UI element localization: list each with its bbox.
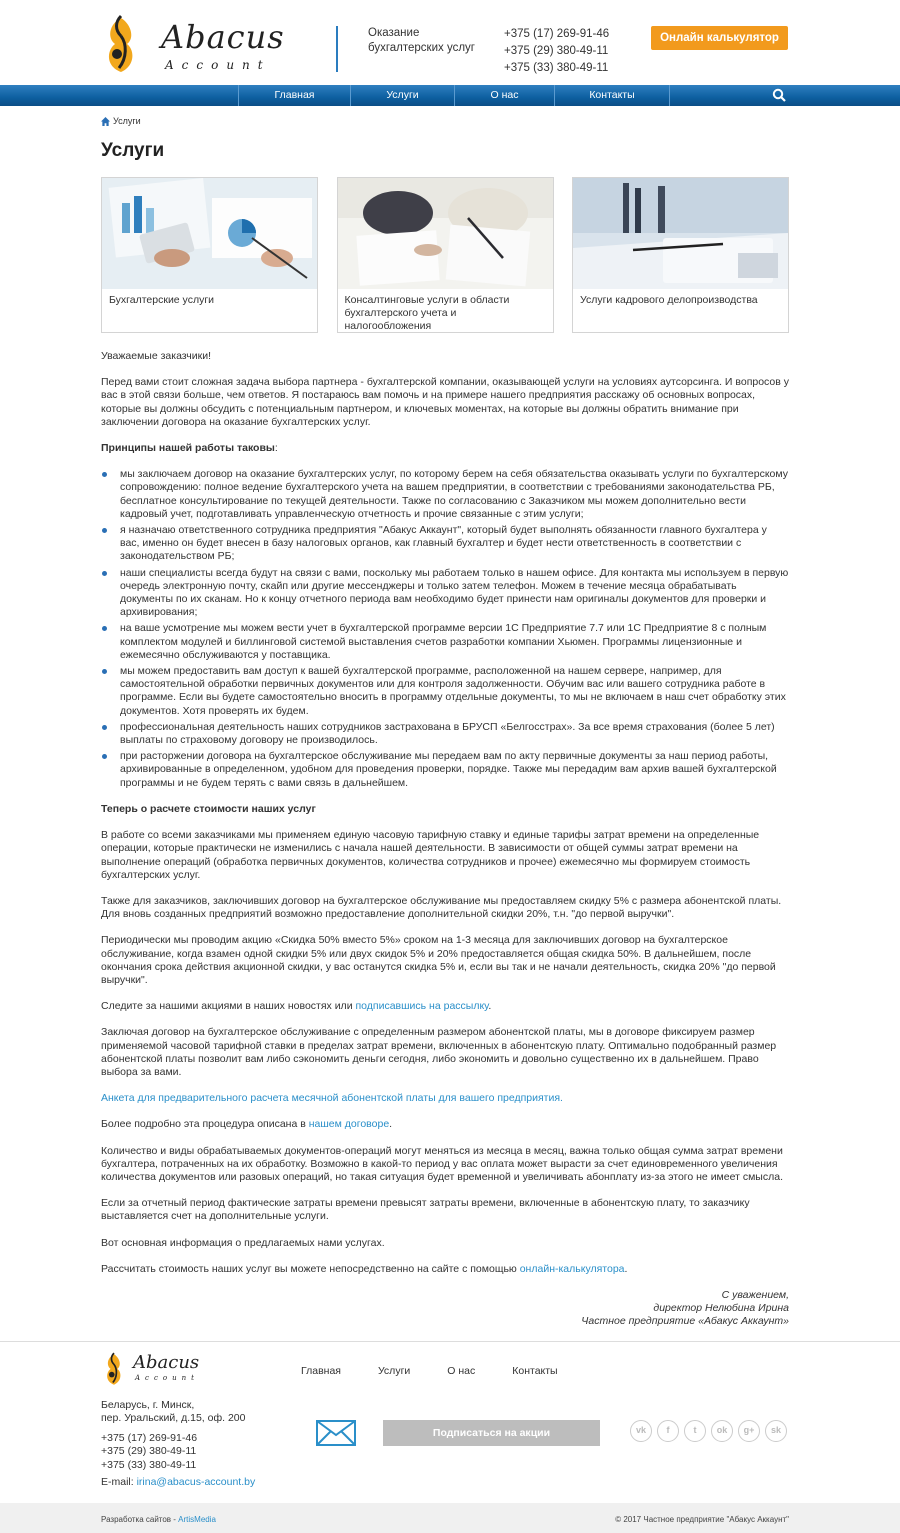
main-nav — [0, 85, 900, 106]
cost-paragraph-1: В работе со всеми заказчиками мы применяем единую часовую тарифную ставку и единые тарифы затрат времени на определенные операции, которые практически не изменились с начала нашей деятельности. В зависимости от общей суммы затрат времени на выполнение операций (обработка первичных документов, количества сотрудников и прочее) ежемесячно мы формируем стоимость бухгалтерских услуг. — [101, 829, 760, 881]
service-cards — [101, 177, 789, 333]
footer-address — [101, 1399, 245, 1426]
phone-2[interactable]: +375 (29) 380-49-11 — [504, 45, 609, 57]
vk-icon[interactable]: vk — [630, 1420, 652, 1442]
main-content — [101, 350, 789, 1329]
cost-paragraph-3: Периодически мы проводим акцию «Скидка 50% вместо 5%» сроком на 1-3 месяца для заключивших договор на бухгалтерское обслуживание, когда взамен одной скидки 5% или двух скидок 5% и 20% предоставляется общая скидка 50%. В дальнейшем, после окончания срока действия акционной скидки, у вас останутся скидка 5% и, если вы так и не начали деятельность, скидка 20% "до первой выручки". — [101, 934, 776, 986]
cost-paragraph-4: Заключая договор на бухгалтерское обслуживание с определенным размером абонентской платы, мы в договоре фиксируем размер применяемой часовой тарифной ставки в пределах затрат времени, включенных в абонентскую плату. Оптимально подобранный размер абонентской платы позволит вам либо сэкономить деньги сегодня, либо экономить и довольно существенно их в дальнейшем. Право выбора за вами. — [101, 1026, 777, 1078]
cost-paragraph-2: Также для заказчиков, заключивших договор на бухгалтерское обслуживание мы предоставляем скидку 5% с размера абонентской платы. Для вновь созданных предприятий возможно предоставление дополнительной скидки 20%, т.н. "до первой выручки". — [101, 894, 782, 921]
subscribe-link[interactable]: подписавшись на рассылку — [355, 1000, 489, 1013]
logo-title: Abacus — [161, 18, 285, 56]
signature-line: Частное предприятие «Абакус Аккаунт» — [581, 1315, 789, 1328]
header-phones — [504, 26, 609, 77]
header-tagline: Оказание бухгалтерских услуг — [336, 26, 496, 72]
list-item: на ваше усмотрение мы можем вести учет в бухгалтерской программе версии 1С Предприятие 7.7 или 1С Предприятие 8 с полным комплектом модулей и биллинговой системой выставления счетов разработки компании Хьюмен. Программы лицензионные и ежемесячно обслуживаются у поставщика. — [101, 622, 789, 662]
list-item: мы заключаем договор на оказание бухгалтерских услуг, по которому берем на себя обязательства оказывать услуги по бухгалтерскому сопровождению: полное ведение бухгалтерского учета на вашем предприятии, в соответствии с требованиями законодательства РБ, бесплатное консультирование по текущей деятельности. Также по согласованию с Заказчиком мы можем дополнительно вести кадровый учет, подготавливать управленческую отчетность и прочие связанные с этим услуги; — [101, 468, 789, 521]
abacus-logo-icon — [101, 1352, 127, 1387]
cost-paragraph-5: Количество и виды обрабатываемых документов-операций могут меняться из месяца в месяц, важна только общая сумма затрат времени бухгалтера, потраченных на их обработку. Возможно в какой-то период у вас оплата может вырасти за счет единовременного увеличения количества документов или разовых операций, но такая ситуация будет временной и увеличивать абонплату из-за этого не имеет смысла. — [101, 1144, 783, 1183]
service-card-accounting[interactable] — [101, 177, 318, 333]
card-image-hr — [573, 178, 788, 289]
footer-phones — [101, 1432, 197, 1473]
footer-phone[interactable]: +375 (33) 380-49-11 — [101, 1458, 197, 1471]
questionnaire-link[interactable]: Анкета для предварительного расчета месячной абонентской платы для вашего предприятия. — [101, 1092, 563, 1105]
greeting: Уважаемые заказчики! — [101, 350, 211, 362]
card-image-accounting — [102, 178, 317, 289]
service-card-consulting[interactable] — [337, 177, 554, 333]
footer-bottom-bar — [0, 1503, 900, 1533]
nav-item-services[interactable]: Услуги — [350, 85, 454, 106]
list-item: я назначаю ответственного сотрудника предприятия "Абакус Аккаунт", который будет выполнять обязанности главного бухгалтера у вас, именно он будет внесен в базу налоговых органов, как главный бухгалтер и будет нести ответственность в соответствии с законодательством РБ; — [101, 524, 789, 564]
logo-subtitle: Account — [165, 58, 271, 72]
card-caption: Услуги кадрового делопроизводства — [580, 294, 758, 306]
principles-list — [101, 468, 789, 790]
copyright: © 2017 Частное предприятие "Абакус Аккаунт" — [615, 1514, 789, 1524]
footer-nav-services[interactable]: Услуги — [377, 1364, 411, 1377]
page-title: Услуги — [101, 140, 165, 161]
news-paragraph: Следите за нашими акциями в наших новостях или подписавшись на рассылку. — [101, 1000, 492, 1013]
cost-paragraph-7: Вот основная информация о предлагаемых нами услугах. — [101, 1236, 385, 1249]
list-item: мы можем предоставить вам доступ к вашей бухгалтерской программе, расположенной на нашем сервере, например, для самостоятельной обработки первичных документов или для контроля задолженности. Обучим вас или вашего сотрудника работе в программе. Если вы будете самостоятельно вносить в программу отдельные документы, то мы не включаем в наш счет обработку этих документов. Хотя проверять их будем. — [101, 665, 789, 718]
facebook-icon[interactable]: f — [657, 1420, 679, 1442]
breadcrumb — [101, 115, 789, 127]
card-image-consulting — [338, 178, 553, 289]
nav-item-home[interactable]: Главная — [238, 85, 350, 106]
footer-logo-subtitle: Account — [135, 1373, 199, 1382]
signature — [101, 1289, 789, 1329]
twitter-icon[interactable]: t — [684, 1420, 706, 1442]
footer-email: E-mail: irina@abacus-account.by — [101, 1475, 256, 1488]
home-icon[interactable] — [101, 117, 110, 126]
envelope-icon — [316, 1420, 356, 1446]
list-item: профессиональная деятельность наших сотрудников застрахована в БРУСП «Белгосстрах». За все время страхования (более 5 лет) выплаты по страховому договору не производилось. — [101, 721, 789, 747]
cost-paragraph-6: Если за отчетный период фактические затраты времени превысят затраты времени, включенные в абонентскую плату, то заказчику выставляется счет на дополнительные услуги. — [101, 1197, 750, 1223]
site-header — [0, 0, 900, 85]
google-plus-icon[interactable]: g+ — [738, 1420, 760, 1442]
footer-nav — [301, 1365, 595, 1377]
contract-paragraph: Более подробно эта процедура описана в нашем договоре. — [101, 1118, 393, 1131]
list-item: при расторжении договора на бухгалтерское обслуживание мы передаем вам по акту первичные документы за наш период работы, архивированные в определенном, удобном для проведения проверки, порядке. Также мы передадим вам архив вашей бухгалтерской программы и не будем терять с вами связь в дальнейшем. — [101, 750, 789, 790]
signature-line: директор Нелюбина Ирина — [653, 1302, 789, 1315]
form-paragraph — [101, 1092, 789, 1105]
card-caption: Консалтинговые услуги в области бухгалтерского учета и налогообложения — [344, 294, 510, 332]
service-card-hr[interactable] — [572, 177, 789, 333]
address-line: пер. Уральский, д.15, оф. 200 — [101, 1412, 246, 1425]
developer-link[interactable]: ArtisMedia — [178, 1514, 216, 1524]
footer-nav-home[interactable]: Главная — [301, 1364, 341, 1377]
cost-heading: Теперь о расчете стоимости наших услуг — [101, 802, 316, 815]
calc-paragraph: Рассчитать стоимость наших услуг вы можете непосредственно на сайте с помощью онлайн-калькулятора. — [101, 1262, 628, 1275]
abacus-logo-icon — [101, 14, 141, 76]
online-calculator-button[interactable]: Онлайн калькулятор — [651, 26, 788, 50]
footer-logo-title: Abacus — [133, 1351, 200, 1373]
nav-item-contacts[interactable]: Контакты — [554, 85, 670, 106]
address-line: Беларусь, г. Минск, — [101, 1398, 195, 1411]
odnoklassniki-icon[interactable]: ok — [711, 1420, 733, 1442]
contract-link[interactable]: нашем договоре — [308, 1118, 390, 1131]
site-footer — [0, 1341, 900, 1503]
footer-nav-about[interactable]: О нас — [447, 1364, 476, 1377]
intro-paragraph: Перед вами стоит сложная задача выбора партнера - бухгалтерской компании, оказывающей услуги на условиях аутсорсинга. И вопросов у вас в этой связи больше, чем ответов. Я постараюсь вам помочь и на примере нашего предприятия расскажу об основных вопросах, которые вы должны обсудить с потенциальным партнером, и ключевых моментах, на которые вы должны обратить внимание при заключении договора на оказание бухгалтерских услуг. — [101, 376, 790, 428]
breadcrumb-current: Услуги — [113, 116, 141, 126]
signature-line: С уважением, — [721, 1288, 789, 1301]
phone-1[interactable]: +375 (17) 269-91-46 — [504, 28, 610, 40]
skype-icon[interactable]: sk — [765, 1420, 787, 1442]
calculator-link[interactable]: онлайн-калькулятора — [519, 1262, 625, 1275]
phone-3[interactable]: +375 (33) 380-49-11 — [504, 62, 609, 74]
card-caption: Бухгалтерские услуги — [109, 294, 215, 306]
email-link[interactable]: irina@abacus-account.by — [136, 1475, 256, 1488]
subscribe-button[interactable]: Подписаться на акции — [383, 1420, 600, 1446]
search-icon[interactable] — [772, 88, 786, 102]
footer-phone[interactable]: +375 (17) 269-91-46 — [101, 1431, 198, 1444]
list-item: наши специалисты всегда будут на связи с вами, поскольку мы работаем только в нашем офисе. Для контакта мы используем в первую очередь электронную почту, скайп или другие мессенджеры и только затем телефон. Можем в течение месяца обрабатывать документы по их сканам. Но к концу отчетного периода вам необходимо будет принести нам оригиналы документов для проверки и архивирования; — [101, 567, 789, 620]
footer-nav-contacts[interactable]: Контакты — [512, 1364, 558, 1377]
footer-phone[interactable]: +375 (29) 380-49-11 — [101, 1445, 197, 1458]
footer-logo[interactable] — [101, 1352, 211, 1387]
nav-item-about[interactable]: О нас — [454, 85, 554, 106]
developer-credit: Разработка сайтов - ArtisMedia — [101, 1514, 216, 1524]
social-links — [630, 1420, 792, 1442]
site-logo[interactable] — [101, 14, 301, 76]
principles-heading: Принципы нашей работы таковы: — [101, 442, 278, 455]
